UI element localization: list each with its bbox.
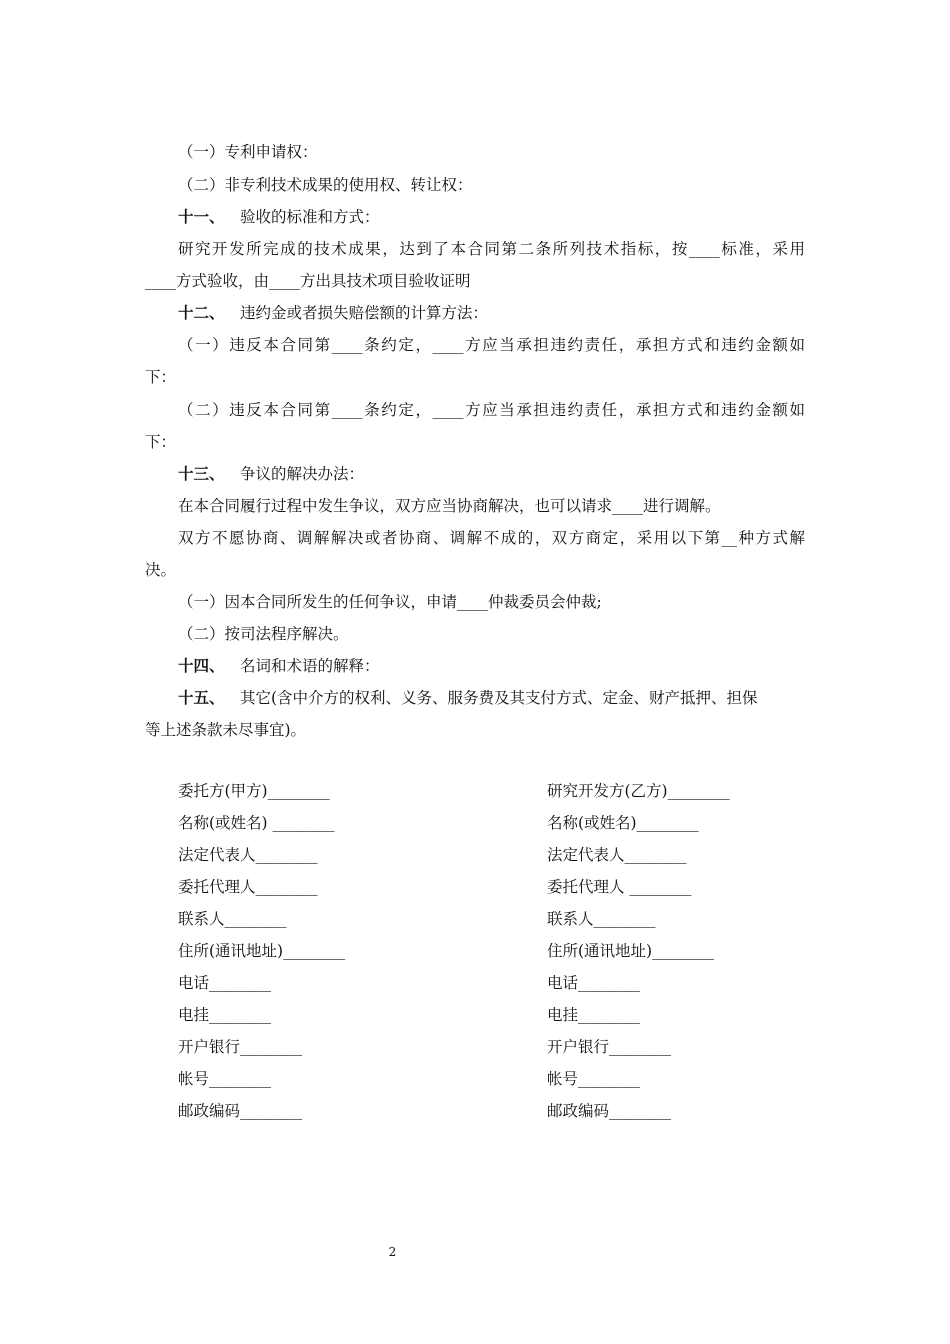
party-a-phone: 电话________: [178, 974, 272, 992]
paragraph-line: ____方式验收，由____方出具技术项目验收证明: [145, 272, 471, 290]
section-13-heading: [178, 464, 810, 484]
party-b-contact: 联系人________: [547, 910, 656, 928]
party-b-phone: 电话________: [547, 974, 641, 992]
party-b-account: 帐号________: [547, 1070, 641, 1088]
party-a-telegraph: 电挂________: [178, 1006, 272, 1024]
paragraph-line: （二）按司法程序解决。: [178, 625, 349, 643]
section-12-heading: [178, 303, 810, 323]
paragraph-line: 双方不愿协商、调解解决或者协商、调解不成的，双方商定，采用以下第__种方式解: [178, 529, 805, 547]
paragraph-line: 在本合同履行过程中发生争议，双方应当协商解决，也可以请求____进行调解。: [178, 497, 721, 515]
section-title: 争议的解决办法：: [240, 465, 365, 483]
section-number: 十五、: [178, 688, 225, 707]
party-b-postcode: 邮政编码________: [547, 1102, 672, 1120]
paragraph-line: 研究开发所完成的技术成果，达到了本合同第二条所列技术指标，按____标准，采用: [178, 240, 805, 258]
party-a-postcode: 邮政编码________: [178, 1102, 303, 1120]
party-a-account: 帐号________: [178, 1070, 272, 1088]
party-a-agent: 委托代理人________: [178, 878, 318, 896]
section-11-heading: [178, 207, 810, 227]
party-a-name: 名称(或姓名) ________: [178, 814, 335, 832]
paragraph-line: 决。: [145, 561, 177, 579]
paragraph-line: （一）因本合同所发生的任何争议，申请____仲裁委员会仲裁;: [178, 593, 602, 611]
section-title: 验收的标准和方式：: [240, 208, 380, 226]
paragraph-line: （二）违反本合同第____条约定，____方应当承担违约责任，承担方式和违约金额如: [178, 401, 805, 419]
clause-10-item-1: （一）专利申请权：: [178, 143, 318, 161]
party-b-address: 住所(通讯地址)________: [547, 942, 715, 960]
party-b-telegraph: 电挂________: [547, 1006, 641, 1024]
party-a-bank: 开户银行________: [178, 1038, 303, 1056]
party-a-principal: 委托方(甲方)________: [178, 782, 330, 800]
section-number: 十三、: [178, 464, 225, 483]
party-b-bank: 开户银行________: [547, 1038, 672, 1056]
section-number: 十一、: [178, 207, 225, 226]
paragraph-line: （一）违反本合同第____条约定，____方应当承担违约责任，承担方式和违约金额如: [178, 336, 805, 354]
section-title: 违约金或者损失赔偿额的计算方法：: [240, 304, 489, 322]
party-b-name: 名称(或姓名)________: [547, 814, 699, 832]
section-15-heading: [178, 688, 810, 708]
party-b-developer: 研究开发方(乙方)________: [547, 782, 730, 800]
party-a-address: 住所(通讯地址)________: [178, 942, 346, 960]
section-number: 十四、: [178, 656, 225, 675]
paragraph-line: 下：: [145, 433, 177, 451]
paragraph-line: 下：: [145, 368, 177, 386]
section-title: 名词和术语的解释：: [240, 657, 380, 675]
party-a-contact: 联系人________: [178, 910, 287, 928]
clause-10-item-2: （二）非专利技术成果的使用权、转让权：: [178, 176, 473, 194]
party-b-agent: 委托代理人 ________: [547, 878, 692, 896]
section-14-heading: [178, 656, 810, 676]
section-number: 十二、: [178, 303, 225, 322]
party-b-legal-rep: 法定代表人________: [547, 846, 687, 864]
paragraph-line: 等上述条款未尽事宜)。: [145, 721, 307, 739]
page-number: 2: [388, 1245, 397, 1259]
party-a-legal-rep: 法定代表人________: [178, 846, 318, 864]
section-title: 其它(含中介方的权利、义务、服务费及其支付方式、定金、财产抵押、担保: [240, 689, 758, 707]
